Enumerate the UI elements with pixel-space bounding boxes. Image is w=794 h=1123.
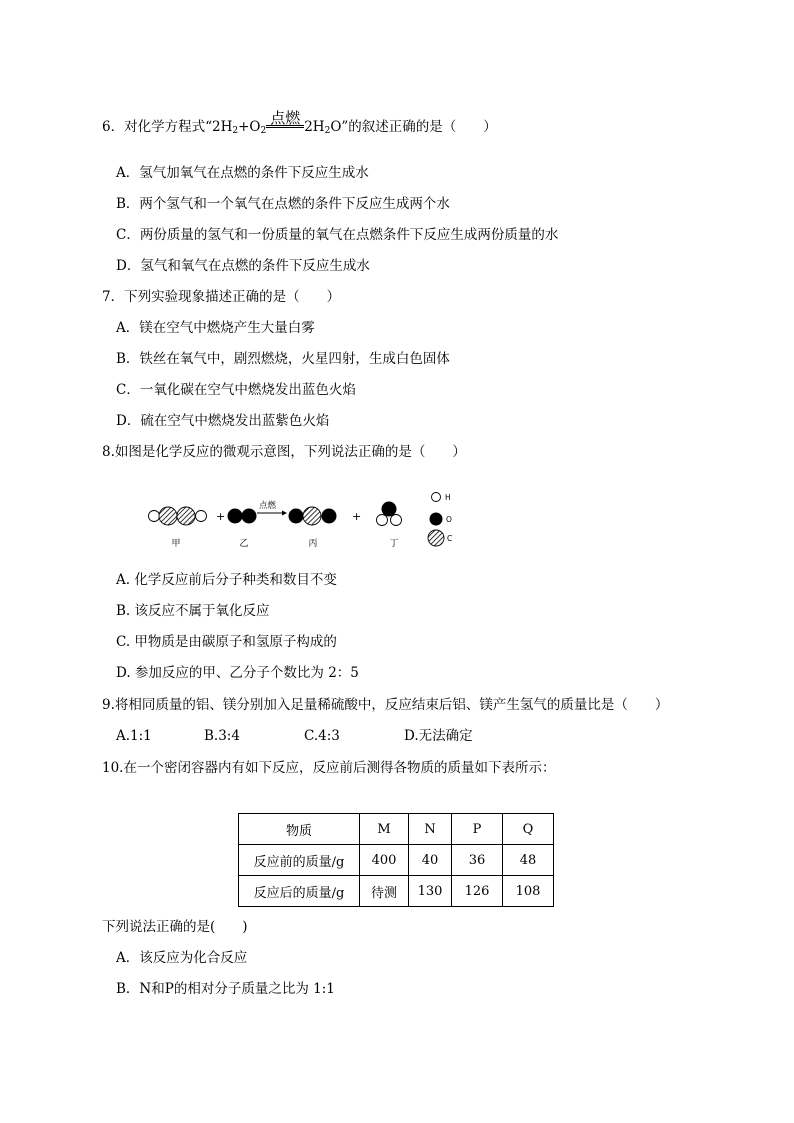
table-cell: 物质 bbox=[239, 814, 360, 845]
table-cell: 130 bbox=[409, 876, 452, 907]
q10-option-b: B．N和P的相对分子质量之比为 1:1 bbox=[116, 981, 335, 997]
svg-text:点燃: 点燃 bbox=[259, 501, 277, 511]
q8-option-b: B. 该反应不属于氧化反应 bbox=[116, 603, 270, 619]
q9-option-c: C.4:3 bbox=[304, 728, 340, 744]
table-cell: 108 bbox=[503, 876, 554, 907]
q6-option-b: B．两个氢气和一个氧气在点燃的条件下反应生成两个水 bbox=[116, 196, 450, 212]
question-10-stem: 10.在一个密闭容器内有如下反应，反应前后测得各物质的质量如下表所示： bbox=[102, 760, 556, 776]
q8-option-a: A. 化学反应前后分子种类和数目不变 bbox=[116, 572, 337, 588]
mass-table bbox=[238, 813, 554, 907]
table-cell: N bbox=[409, 814, 452, 845]
q7-option-d: D．硫在空气中燃烧发出蓝紫色火焰 bbox=[116, 413, 330, 429]
plus-sign: + bbox=[352, 510, 362, 523]
table-cell: 126 bbox=[452, 876, 503, 907]
label-bing: 丙 bbox=[308, 539, 318, 549]
q6-option-c: C．两份质量的氢气和一份质量的氧气在点燃条件下反应生成两份质量的水 bbox=[116, 227, 559, 243]
table-cell: M bbox=[360, 814, 409, 845]
table-cell: 36 bbox=[452, 845, 503, 876]
q6-option-a: A．氢气加氧气在点燃的条件下反应生成水 bbox=[116, 165, 369, 181]
table-cell: Q bbox=[503, 814, 554, 845]
question-7-stem: 7．下列实验现象描述正确的是（ ） bbox=[102, 289, 341, 305]
q10-option-a: A．该反应为化合反应 bbox=[116, 950, 248, 966]
table-cell: 反应后的质量/g bbox=[239, 876, 360, 907]
plus-sign: + bbox=[216, 510, 226, 523]
molecule-jia bbox=[149, 507, 207, 525]
label-ding: 丁 bbox=[389, 539, 399, 549]
q7-option-c: C．一氧化碳在空气中燃烧发出蓝色火焰 bbox=[116, 382, 356, 398]
table-cell: 40 bbox=[409, 845, 452, 876]
svg-text:H: H bbox=[445, 493, 451, 502]
label-jia: 甲 bbox=[171, 539, 181, 549]
q6-option-d: D．氢气和氧气在点燃的条件下反应生成水 bbox=[116, 258, 370, 274]
svg-text:O: O bbox=[446, 515, 452, 524]
q9-option-a: A.1:1 bbox=[116, 728, 152, 744]
q9-option-d: D.无法确定 bbox=[404, 728, 473, 744]
table-cell: P bbox=[452, 814, 503, 845]
table-cell: 反应前的质量/g bbox=[239, 845, 360, 876]
question-9-stem: 9.将相同质量的铝、镁分别加入足量稀硫酸中，反应结束后铝、镁产生氢气的质量比是（ ） bbox=[102, 697, 669, 713]
table-cell: 48 bbox=[503, 845, 554, 876]
molecule-yi bbox=[228, 509, 257, 524]
q7-option-b: B．铁丝在氧气中，剧烈燃烧，火星四射，生成白色固体 bbox=[116, 351, 450, 367]
q7-option-a: A．镁在空气中燃烧产生大量白雾 bbox=[116, 320, 315, 336]
reaction-arrow bbox=[257, 500, 287, 516]
question-6-stem: 6．对化学方程式“$2H_2+O_2$ 点燃 $2H_2O$”的叙述正确的是（ ） bbox=[102, 109, 497, 136]
svg-text:C: C bbox=[447, 534, 453, 543]
atom-legend bbox=[428, 493, 452, 547]
table-cell: 待测 bbox=[360, 876, 409, 907]
label-yi: 乙 bbox=[239, 539, 249, 549]
reaction-micro-diagram bbox=[140, 488, 480, 554]
table-row bbox=[239, 845, 554, 876]
molecule-bing bbox=[289, 507, 337, 525]
question-8-stem: 8.如图是化学反应的微观示意图，下列说法正确的是（ ） bbox=[102, 444, 466, 460]
q9-option-b: B.3:4 bbox=[204, 728, 240, 744]
question-10-follow: 下列说法正确的是( ) bbox=[102, 919, 248, 935]
q8-option-c: C. 甲物质是由碳原子和氢原子构成的 bbox=[116, 634, 337, 650]
table-header-row bbox=[239, 814, 554, 845]
q8-option-d: D. 参加反应的甲、乙分子个数比为 2：5 bbox=[116, 665, 359, 681]
table-row bbox=[239, 876, 554, 907]
table-cell: 400 bbox=[360, 845, 409, 876]
molecule-ding bbox=[377, 502, 402, 526]
